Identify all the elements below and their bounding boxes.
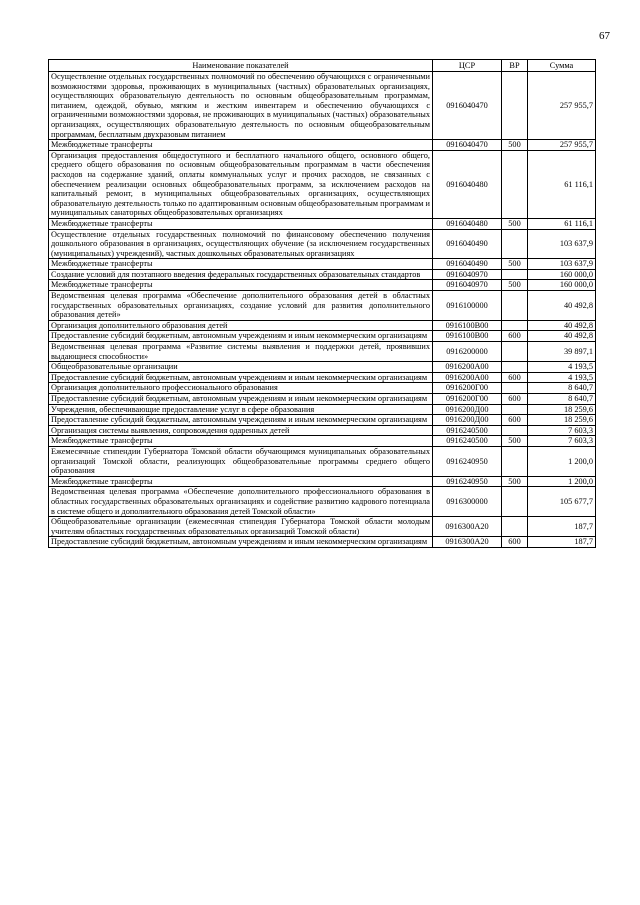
table-row: [49, 331, 596, 342]
cell-sum: 39 897,1: [528, 342, 596, 362]
cell-vr: [502, 404, 528, 415]
cell-csr: 0916240950: [433, 476, 502, 487]
cell-csr: 0916200Г00: [433, 383, 502, 394]
cell-vr: [502, 72, 528, 140]
cell-name: Учреждения, обеспечивающие предоставление услуг в сфере образования: [49, 404, 433, 415]
cell-csr: 0916240950: [433, 446, 502, 476]
cell-name: Ежемесячные стипендии Губернатора Томской области обучающимся муниципальных образовательных организаций Томской области, реализующих общеобразовательные программы среднего общего образования: [49, 446, 433, 476]
cell-name: Предоставление субсидий бюджетным, автономным учреждениям и иным некоммерческим организациям: [49, 372, 433, 383]
cell-vr: 500: [502, 436, 528, 447]
cell-vr: 500: [502, 259, 528, 270]
cell-vr: [502, 446, 528, 476]
table-row: [49, 425, 596, 436]
cell-vr: [502, 320, 528, 331]
header-sum: Сумма: [528, 60, 596, 72]
cell-csr: 0916040470: [433, 72, 502, 140]
table-row: [49, 372, 596, 383]
cell-csr: 0916040490: [433, 229, 502, 259]
cell-vr: [502, 517, 528, 537]
cell-name: Межбюджетные трансферты: [49, 280, 433, 291]
cell-csr: 0916300А20: [433, 517, 502, 537]
cell-csr: 0916040970: [433, 269, 502, 280]
table-row: [49, 72, 596, 140]
cell-vr: 600: [502, 331, 528, 342]
cell-sum: 4 193,5: [528, 372, 596, 383]
table-body: [49, 72, 596, 548]
cell-name: Осуществление отдельных государственных полномочий по финансовому обеспечению получения дошкольного образования в организациях, осуществляющих обучение (за исключением государственных (муниципальных) учреждений), частных дошкольных образовательных организациях: [49, 229, 433, 259]
table-row: [49, 218, 596, 229]
table-row: [49, 269, 596, 280]
cell-sum: 7 603,3: [528, 425, 596, 436]
cell-csr: 0916040480: [433, 150, 502, 218]
cell-sum: 103 637,9: [528, 229, 596, 259]
cell-sum: 4 193,5: [528, 362, 596, 373]
cell-vr: [502, 150, 528, 218]
table-row: [49, 446, 596, 476]
cell-csr: 0916200А00: [433, 362, 502, 373]
cell-vr: [502, 425, 528, 436]
cell-vr: 600: [502, 537, 528, 548]
cell-name: Предоставление субсидий бюджетным, автономным учреждениям и иным некоммерческим организациям: [49, 415, 433, 426]
cell-csr: 0916040490: [433, 259, 502, 270]
header-csr: ЦСР: [433, 60, 502, 72]
cell-sum: 160 000,0: [528, 269, 596, 280]
cell-sum: 1 200,0: [528, 446, 596, 476]
cell-name: Организация дополнительного образования детей: [49, 320, 433, 331]
cell-name: Предоставление субсидий бюджетным, автономным учреждениям и иным некоммерческим организациям: [49, 394, 433, 405]
cell-sum: 8 640,7: [528, 394, 596, 405]
cell-csr: 0916200А00: [433, 372, 502, 383]
cell-sum: 1 200,0: [528, 476, 596, 487]
cell-vr: 600: [502, 394, 528, 405]
cell-csr: 0916100В00: [433, 320, 502, 331]
cell-sum: 187,7: [528, 517, 596, 537]
table-row: [49, 342, 596, 362]
table-row: [49, 259, 596, 270]
cell-name: Предоставление субсидий бюджетным, автономным учреждениям и иным некоммерческим организациям: [49, 537, 433, 548]
cell-name: Ведомственная целевая программа «Обеспечение дополнительного образования детей в областных государственных образовательных организациях, создание условий для развития дополнительного образования детей»: [49, 291, 433, 321]
table-row: [49, 404, 596, 415]
cell-sum: 40 492,8: [528, 331, 596, 342]
cell-name: Создание условий для поэтапного введения федеральных государственных образовательных стандартов: [49, 269, 433, 280]
cell-sum: 40 492,8: [528, 320, 596, 331]
cell-name: Ведомственная целевая программа «Обеспечение дополнительного профессионального образования в областных государственных образовательных организациях и содействие развитию кадрового потенциала в системе общего и дополнительного образования детей Томской области»: [49, 487, 433, 517]
cell-sum: 160 000,0: [528, 280, 596, 291]
cell-name: Организация предоставления общедоступного и бесплатного начального общего, основного общего, среднего общего образования по основным общеобразовательным программам в части обеспечения расходов на содержание зданий, оплаты коммунальных услуг и прочих расходов, не связанных с обеспечением реализации основных общеобразовательных программ, за исключением расходов на капитальный ремонт, в муниципальных общеобразовательных организациях, осуществляющих образовательную деятельность только по адаптированным основным общеобразовательным программам и муниципальных санаторных общеобразовательных организациях: [49, 150, 433, 218]
table-row: [49, 436, 596, 447]
cell-name: Организация дополнительного профессионального образования: [49, 383, 433, 394]
cell-sum: 61 116,1: [528, 218, 596, 229]
header-name: Наименование показателей: [49, 60, 433, 72]
table-row: [49, 383, 596, 394]
cell-sum: 8 640,7: [528, 383, 596, 394]
budget-table: [48, 59, 596, 548]
cell-vr: 500: [502, 280, 528, 291]
table-row: [49, 229, 596, 259]
cell-vr: 500: [502, 140, 528, 151]
cell-vr: 500: [502, 218, 528, 229]
table-row: [49, 415, 596, 426]
cell-name: Организация системы выявления, сопровождения одаренных детей: [49, 425, 433, 436]
cell-vr: [502, 487, 528, 517]
cell-vr: [502, 269, 528, 280]
cell-name: Ведомственная целевая программа «Развитие системы выявления и поддержки детей, проявивших выдающиеся способности»: [49, 342, 433, 362]
cell-sum: 18 259,6: [528, 404, 596, 415]
cell-vr: [502, 342, 528, 362]
cell-sum: 7 603,3: [528, 436, 596, 447]
header-vr: ВР: [502, 60, 528, 72]
table-row: [49, 320, 596, 331]
table-row: [49, 280, 596, 291]
cell-csr: 0916040970: [433, 280, 502, 291]
cell-name: Межбюджетные трансферты: [49, 140, 433, 151]
cell-sum: 103 637,9: [528, 259, 596, 270]
page-number: 67: [599, 30, 610, 42]
cell-csr: 0916240500: [433, 425, 502, 436]
cell-csr: 0916200Д00: [433, 415, 502, 426]
cell-name: Общеобразовательные организации (ежемесячная стипендия Губернатора Томской области молодым учителям областных государственных образовательных организаций Томской области): [49, 517, 433, 537]
cell-sum: 257 955,7: [528, 72, 596, 140]
cell-csr: 0916100000: [433, 291, 502, 321]
table-row: [49, 362, 596, 373]
cell-name: Межбюджетные трансферты: [49, 218, 433, 229]
table-row: [49, 150, 596, 218]
cell-csr: 0916300000: [433, 487, 502, 517]
cell-name: Межбюджетные трансферты: [49, 476, 433, 487]
cell-sum: 187,7: [528, 537, 596, 548]
cell-csr: 0916040480: [433, 218, 502, 229]
cell-name: Осуществление отдельных государственных полномочий по обеспечению обучающихся с ограниченными возможностями здоровья, проживающих в муниципальных (частных) образовательных организациях, осуществляющих образовательную деятельность по основным общеобразовательным программам, питанием, одеждой, обувью, мягким и жестким инвентарем и обеспечению обучающихся с ограниченными возможностями здоровья, не проживающих в муниципальных (частных) образовательных организациях, осуществляющих образовательную деятельность по основным общеобразовательным программам, бесплатным двухразовым питанием: [49, 72, 433, 140]
table-header-row: [49, 60, 596, 72]
cell-vr: 500: [502, 476, 528, 487]
cell-vr: [502, 229, 528, 259]
cell-csr: 0916240500: [433, 436, 502, 447]
table-row: [49, 517, 596, 537]
cell-sum: 18 259,6: [528, 415, 596, 426]
cell-csr: 0916300А20: [433, 537, 502, 548]
cell-vr: [502, 291, 528, 321]
cell-name: Предоставление субсидий бюджетным, автономным учреждениям и иным некоммерческим организациям: [49, 331, 433, 342]
table-row: [49, 291, 596, 321]
cell-csr: 0916040470: [433, 140, 502, 151]
cell-vr: [502, 383, 528, 394]
table-row: [49, 394, 596, 405]
cell-name: Общеобразовательные организации: [49, 362, 433, 373]
cell-sum: 40 492,8: [528, 291, 596, 321]
cell-csr: 0916200Г00: [433, 394, 502, 405]
table-row: [49, 537, 596, 548]
cell-name: Межбюджетные трансферты: [49, 436, 433, 447]
table-row: [49, 476, 596, 487]
cell-name: Межбюджетные трансферты: [49, 259, 433, 270]
cell-csr: 0916200Д00: [433, 404, 502, 415]
cell-sum: 257 955,7: [528, 140, 596, 151]
cell-sum: 61 116,1: [528, 150, 596, 218]
cell-csr: 0916100В00: [433, 331, 502, 342]
table-row: [49, 487, 596, 517]
cell-csr: 0916200000: [433, 342, 502, 362]
cell-vr: [502, 362, 528, 373]
cell-sum: 105 677,7: [528, 487, 596, 517]
cell-vr: 600: [502, 372, 528, 383]
table-row: [49, 140, 596, 151]
cell-vr: 600: [502, 415, 528, 426]
